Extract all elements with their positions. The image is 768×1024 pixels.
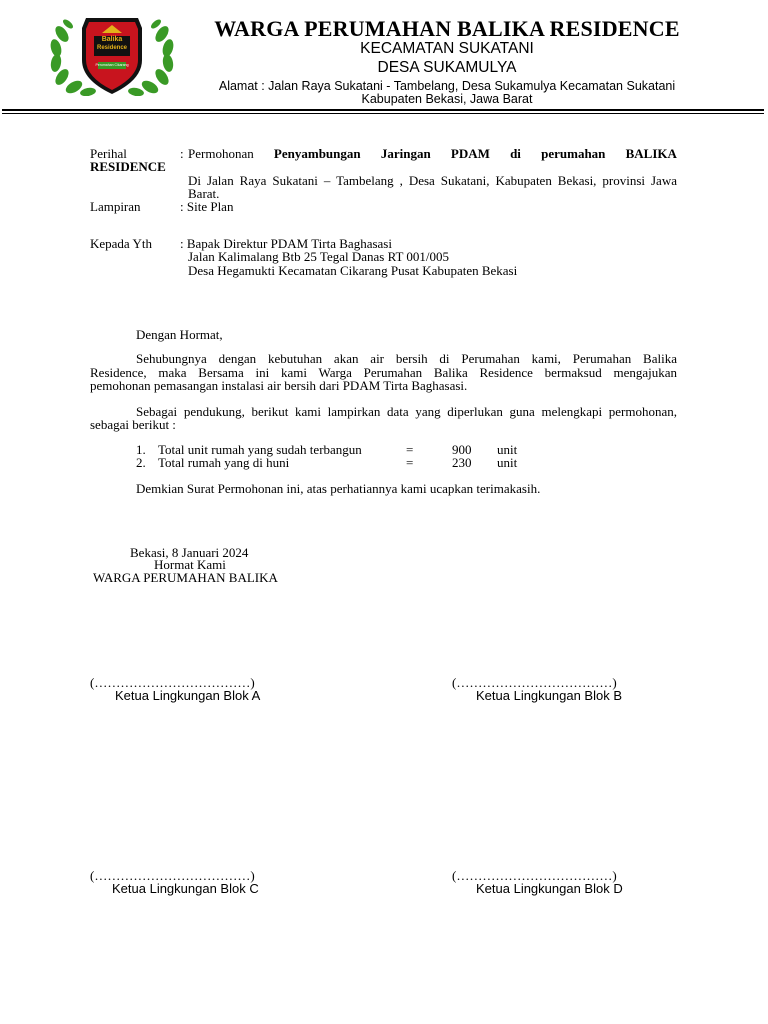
paragraph1-line2: Residence, maka Bersama ini kami Warga Perumahan Balika Residence bermaksud mengajukan	[90, 365, 677, 380]
perihal-word: Penyambungan	[273, 146, 361, 161]
paragraph2-line1: Sebagai pendukung, berikut kami lampirkan data yang diperlukan guna melengkapi permohonan,	[136, 404, 677, 419]
wreath-shield-logo-icon	[48, 14, 176, 96]
list-item-label: Total unit rumah yang sudah terbangun	[158, 442, 362, 457]
letterhead-kecamatan: KECAMATAN SUKATANI	[360, 40, 534, 57]
lampiran-label: Lampiran	[90, 199, 141, 214]
logo-text-2: Residence	[96, 45, 127, 51]
letterhead-divider-thick	[2, 109, 764, 111]
paragraph1-line1: Sehubungnya dengan kebutuhan akan air bersih di Perumahan kami, Perumahan Balika	[136, 351, 677, 366]
signature-line-blok-d: (………………………………)	[452, 868, 617, 883]
perihal-word: Permohonan	[188, 146, 254, 161]
kepada-label: Kepada Yth	[90, 236, 152, 251]
paragraph2-line2: sebagai berikut :	[90, 417, 176, 432]
logo-text-3: Perumahan Cikarang	[95, 63, 129, 67]
list-item-number: 1.	[136, 442, 146, 457]
perihal-line2: RESIDENCE	[90, 159, 166, 174]
perihal-line4: Barat.	[188, 186, 220, 201]
signature-title-blok-c: Ketua Lingkungan Blok C	[112, 881, 259, 896]
list-item-label: Total rumah yang di huni	[158, 455, 290, 470]
signature-line-blok-c: (………………………………)	[90, 868, 255, 883]
paragraph1-line3: pemohonan pemasangan instalasi air bersih dari PDAM Tirta Baghasasi.	[90, 378, 468, 393]
kepada-line1: : Bapak Direktur PDAM Tirta Baghasasi	[180, 236, 392, 251]
letterhead-address-line1: Alamat : Jalan Raya Sukatani - Tambelang, Desa Sukamulya Kecamatan Sukatani	[218, 79, 676, 93]
letterhead-title: WARGA PERUMAHAN BALIKA RESIDENCE	[214, 16, 680, 41]
letterhead-desa: DESA SUKAMULYA	[377, 59, 517, 76]
perihal-colon: :	[180, 146, 184, 161]
logo-text-1: Balika	[101, 36, 123, 43]
list-item-equals: =	[406, 455, 414, 470]
kepada-line2: Jalan Kalimalang Btb 25 Tegal Danas RT 001/005	[188, 249, 450, 264]
signature-title-blok-a: Ketua Lingkungan Blok A	[115, 688, 261, 703]
closing-sentence: Demkian Surat Permohonan ini, atas perhatiannya kami ucapkan terimakasih.	[136, 481, 541, 496]
letterhead-address-line2: Kabupaten Bekasi, Jawa Barat	[361, 92, 533, 106]
signature-line-blok-b: (………………………………)	[452, 675, 617, 690]
sender-org: WARGA PERUMAHAN BALIKA	[93, 570, 278, 585]
list-item-value: 900	[452, 442, 472, 457]
perihal-word: perumahan	[541, 146, 606, 161]
perihal-word: PDAM	[450, 146, 490, 161]
perihal-line3: Di Jalan Raya Sukatani – Tambelang , Desa Sukatani, Kabupaten Bekasi, provinsi Jawa	[188, 173, 677, 188]
signature-title-blok-d: Ketua Lingkungan Blok D	[476, 881, 623, 896]
perihal-word: BALIKA	[625, 146, 677, 161]
organization-logo	[48, 14, 176, 96]
perihal-word: di	[510, 146, 521, 161]
perihal-line1	[188, 147, 677, 161]
signature-title-blok-b: Ketua Lingkungan Blok B	[476, 688, 622, 703]
letter-date: Bekasi, 8 Januari 2024	[130, 545, 249, 560]
greeting: Dengan Hormat,	[136, 327, 223, 342]
regards: Hormat Kami	[154, 557, 226, 572]
kepada-line3: Desa Hegamukti Kecamatan Cikarang Pusat Kabupaten Bekasi	[188, 263, 518, 278]
list-item-equals: =	[406, 442, 414, 457]
signature-line-blok-a: (………………………………)	[90, 675, 255, 690]
list-item-unit: unit	[497, 442, 518, 457]
perihal-label: Perihal	[90, 146, 127, 161]
lampiran-value: : Site Plan	[180, 199, 234, 214]
list-item-unit: unit	[497, 455, 518, 470]
letterhead-divider-thin	[2, 113, 764, 114]
perihal-word: Jaringan	[380, 146, 431, 161]
list-item-value: 230	[452, 455, 472, 470]
list-item-number: 2.	[136, 455, 146, 470]
